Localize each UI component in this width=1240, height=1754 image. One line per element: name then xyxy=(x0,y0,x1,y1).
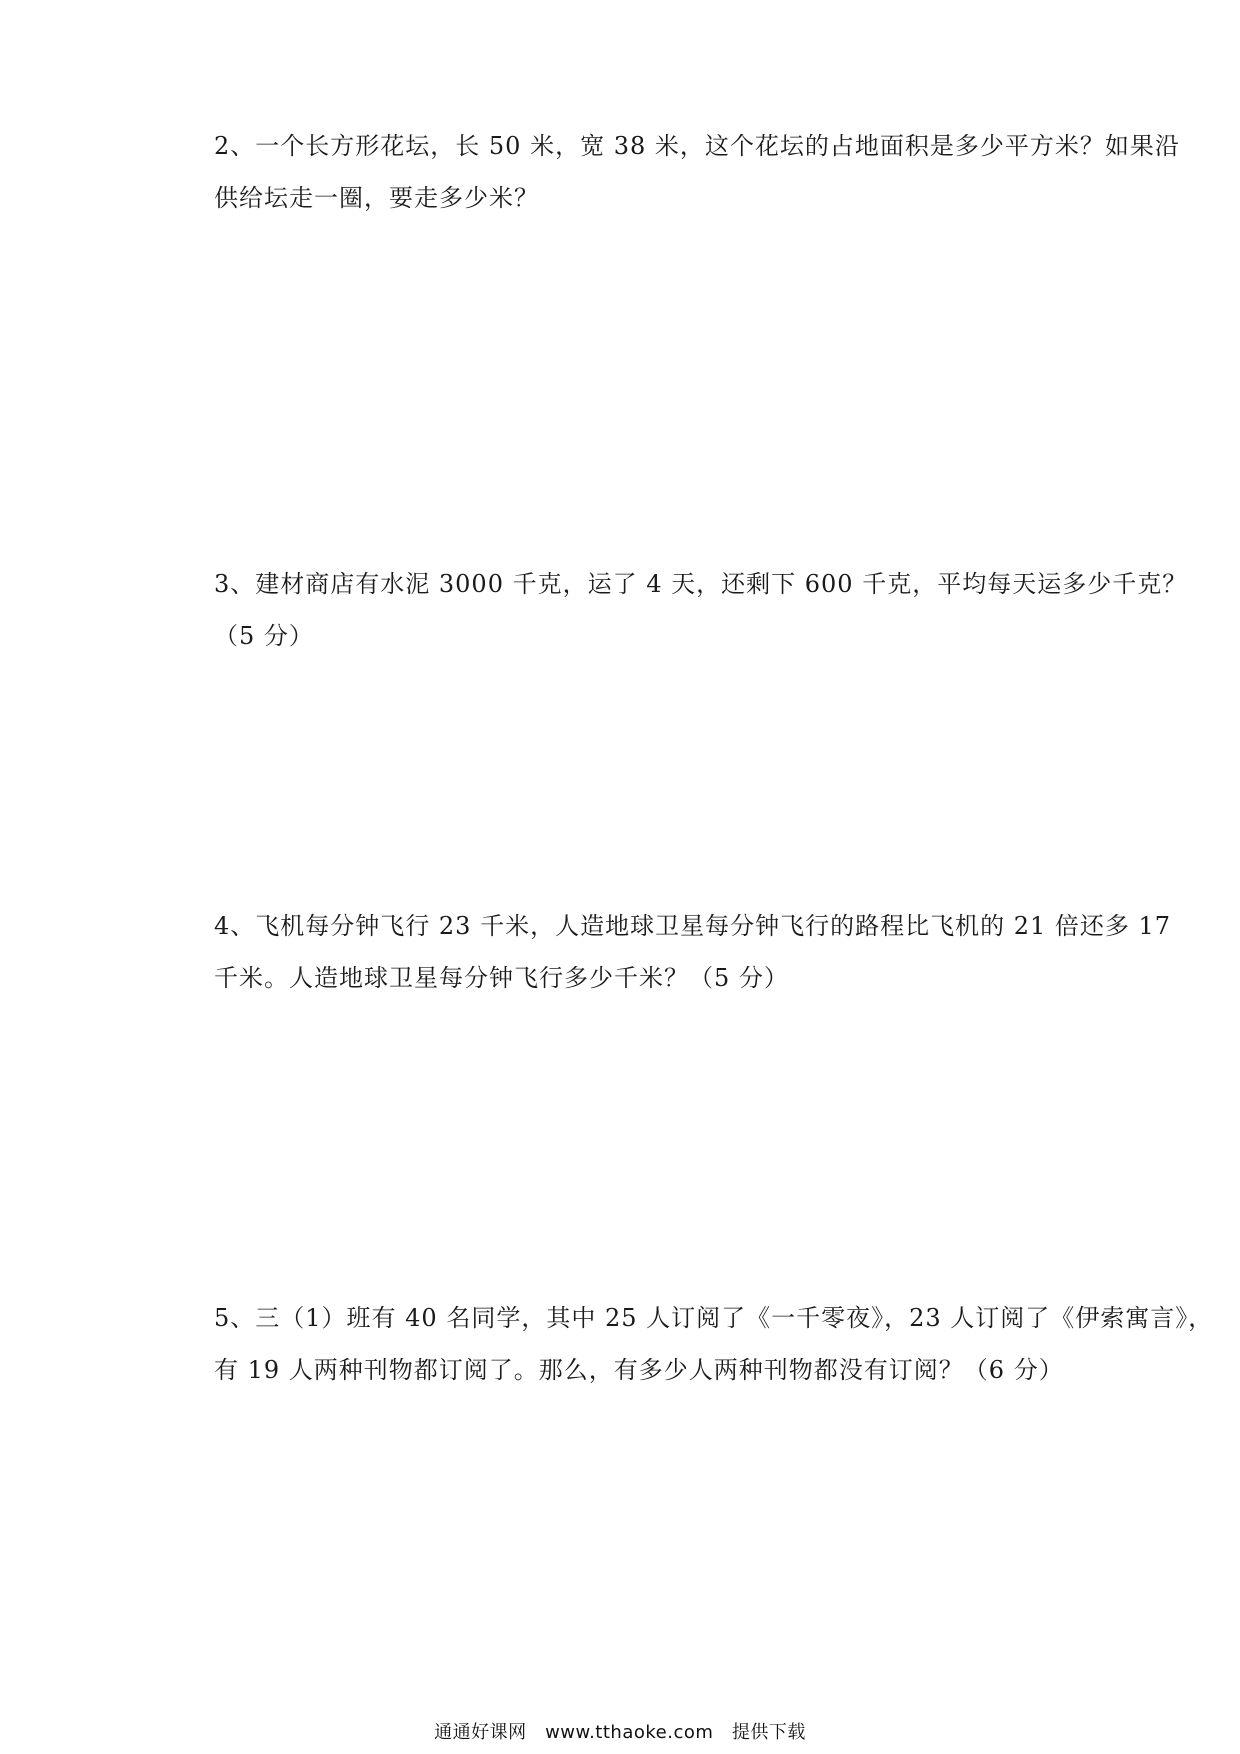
question-3-line-1: 3、建材商店有水泥 3000 千克，运了 4 天，还剩下 600 千克，平均每天运多少千克？ xyxy=(214,570,1188,598)
question-4-line-2: 千米。人造地球卫星每分钟飞行多少千米？（5 分） xyxy=(214,964,789,992)
question-5 xyxy=(214,1292,1214,1396)
question-4-line-1: 4、飞机每分钟飞行 23 千米，人造地球卫星每分钟飞行的路程比飞机的 21 倍还多 17 xyxy=(214,912,1172,940)
page-footer: 通通好课网 www.tthaoke.com 提供下载 xyxy=(434,1722,806,1743)
question-2 xyxy=(214,120,1180,224)
question-3-line-2: （5 分） xyxy=(214,622,314,650)
question-3 xyxy=(214,558,1188,662)
question-5-line-1: 5、三（1）班有 40 名同学，其中 25 人订阅了《一千零夜》，23 人订阅了《伊索寓言》， xyxy=(214,1304,1214,1332)
question-5-line-2: 有 19 人两种刊物都订阅了。那么，有多少人两种刊物都没有订阅？（6 分） xyxy=(214,1356,1064,1384)
question-2-line-2: 供给坛走一圈，要走多少米？ xyxy=(214,184,539,212)
question-2-line-1: 2、一个长方形花坛，长 50 米，宽 38 米，这个花坛的占地面积是多少平方米？如果沿 xyxy=(214,132,1180,160)
question-4 xyxy=(214,900,1172,1004)
